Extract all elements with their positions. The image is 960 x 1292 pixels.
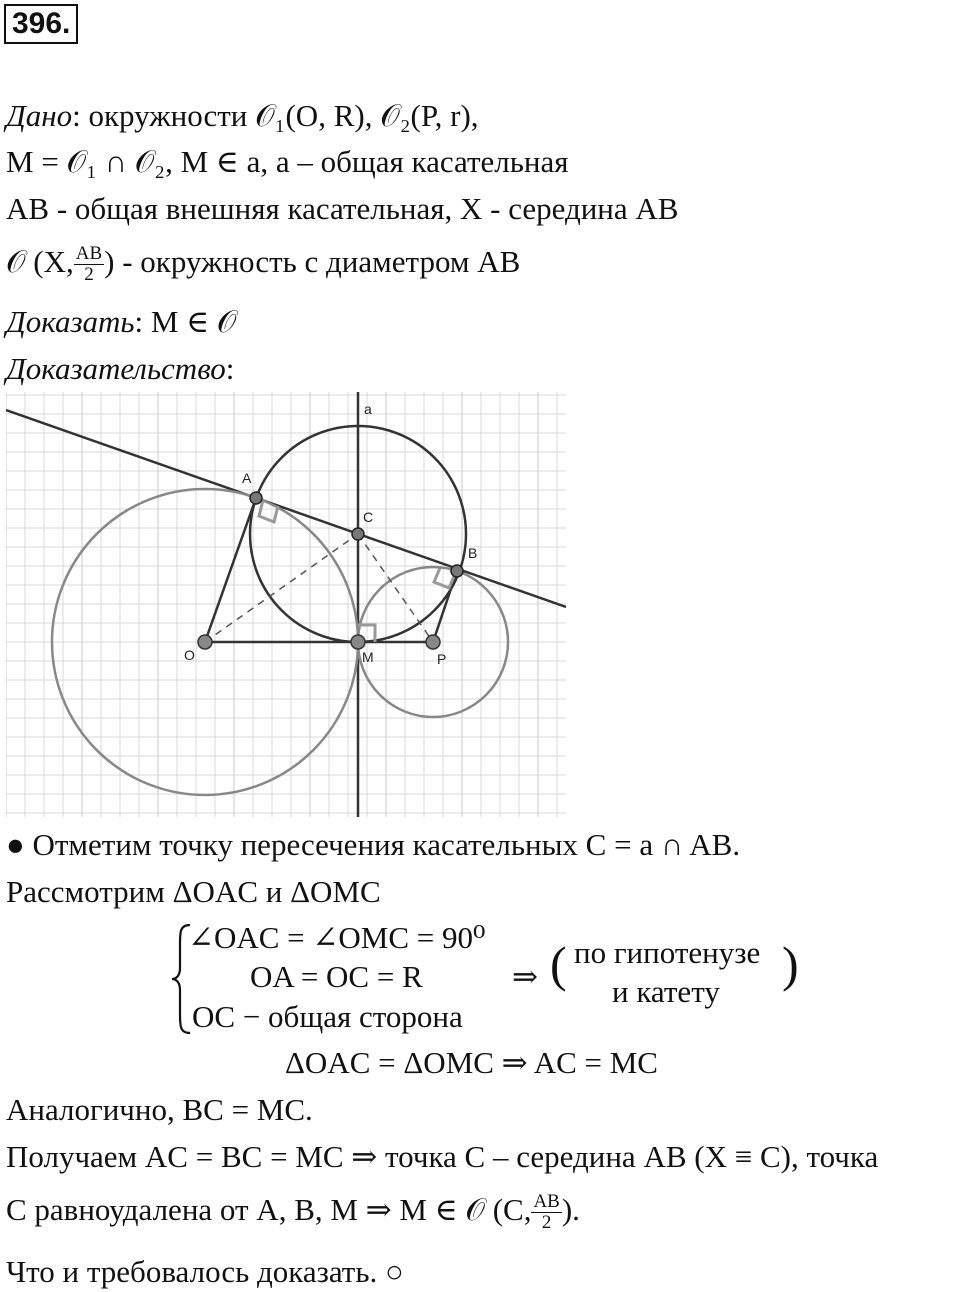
given-line-2: M = 𝒪₁ ∩ 𝒪₂, M ∈ a, a – общая касательная xyxy=(6,144,569,179)
point-o xyxy=(198,635,212,649)
prove-line xyxy=(6,302,236,342)
system-line-3: OC − общая сторона xyxy=(192,999,463,1034)
point-m xyxy=(351,635,365,649)
fraction-denominator-final: 2 xyxy=(541,1212,552,1234)
fraction-numerator: AB xyxy=(75,243,103,265)
fraction-ab-over-2-final xyxy=(531,1192,561,1233)
prove-label: Доказать xyxy=(6,304,135,339)
given-line-4 xyxy=(6,242,520,285)
given-line-1 xyxy=(6,96,479,136)
implies-arrow: ⇒ xyxy=(512,959,538,994)
proof-step-3: Аналогично, BC = MC. xyxy=(6,1092,313,1127)
step5-suffix: ). xyxy=(561,1192,580,1227)
reason-left-paren: ( xyxy=(550,936,567,992)
reason-line-2: и катету xyxy=(612,974,720,1009)
label-point-p: P xyxy=(437,651,447,667)
point-c xyxy=(352,528,364,540)
fraction-denominator: 2 xyxy=(84,264,94,286)
given-label: Дано xyxy=(6,98,73,133)
proof-colon: : xyxy=(225,351,235,386)
proof-step-2: Рассмотрим ΔOAC и ΔOMC xyxy=(6,874,381,909)
given-circles-text: : окружности 𝒪₁(O, R), 𝒪₂(P, r), xyxy=(72,98,479,133)
circle-def-suffix: ) - окружность с диаметром AB xyxy=(104,244,521,279)
system-line-2: OA = OC = R xyxy=(250,959,423,994)
label-point-o: O xyxy=(184,647,195,663)
proof-step-4: Получаем AC = BC = MC ⇒ точка C – середина AB (X ≡ C), точка xyxy=(6,1139,879,1174)
conclusion-line: ΔOAC = ΔOMC ⇒ AC = MC xyxy=(285,1045,658,1080)
reason-line-1: по гипотенузе xyxy=(574,935,761,970)
reason-right-paren: ) xyxy=(782,936,799,992)
label-a-line: a xyxy=(364,401,372,417)
label-point-m: M xyxy=(362,649,374,665)
fraction-ab-over-2 xyxy=(74,244,104,285)
point-b xyxy=(451,565,463,577)
label-point-b: B xyxy=(468,545,478,561)
segment-oa xyxy=(205,498,256,642)
problem-number: 396. xyxy=(4,4,78,44)
proof-step-5 xyxy=(6,1190,580,1233)
figure-grid xyxy=(6,392,566,817)
point-a xyxy=(250,492,262,504)
geometry-figure xyxy=(6,392,566,817)
label-point-a: A xyxy=(242,470,252,486)
system-line-1: ∠OAC = ∠OMC = 90⁰ xyxy=(188,920,486,955)
fraction-numerator-final: AB xyxy=(533,1191,560,1213)
given-line-3: AB - общая внешняя касательная, X - середина AB xyxy=(6,191,679,226)
prove-statement: : M ∈ 𝒪 xyxy=(134,304,237,339)
step5-prefix: C равноудалена от A, B, M ⇒ M ∈ 𝒪 (C, xyxy=(6,1192,532,1227)
label-point-c: C xyxy=(363,509,374,525)
circle-def-prefix: 𝒪 (X, xyxy=(6,244,74,279)
segment-oc-dashed xyxy=(205,534,358,642)
point-p xyxy=(426,635,440,649)
proof-end: Что и требовалось доказать. ○ xyxy=(6,1254,404,1289)
proof-step-1: ● Отметим точку пересечения касательных C = a ∩ AB. xyxy=(6,827,741,862)
proof-label: Доказательство xyxy=(6,351,226,386)
proof-heading xyxy=(6,349,234,389)
